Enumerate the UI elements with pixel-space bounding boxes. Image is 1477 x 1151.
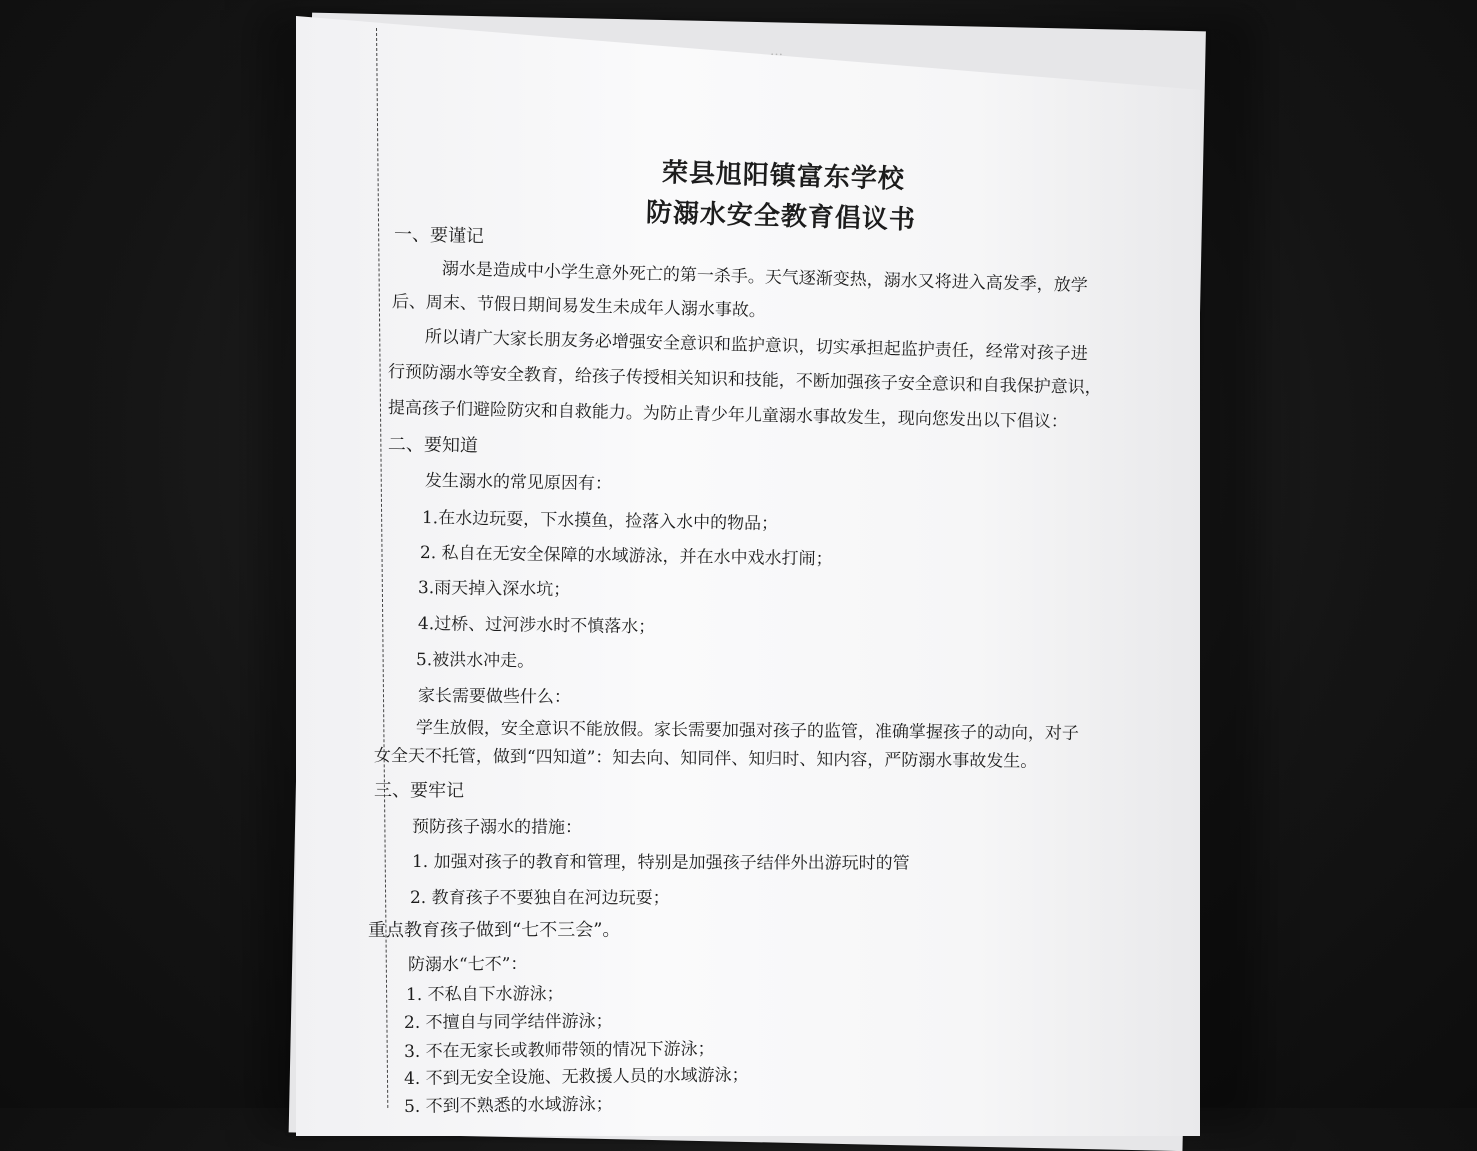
doc-title-line2: 防溺水安全教育倡议书 xyxy=(645,198,917,236)
parents-line: 女全天不托管，做到“四知道”：知去向、知同伴、知归时、知内容，严防溺水事故发生。 xyxy=(373,746,1038,772)
cause-item: 4.过桥、过河涉水时不慎落水； xyxy=(417,614,656,638)
cause-item: 3.雨天掉入深水坑； xyxy=(417,578,571,601)
measures-title: 预防孩子溺水的措施： xyxy=(411,817,583,838)
seven-title: 防溺水“七不”： xyxy=(407,954,528,975)
measure-item: 2. 教育孩子不要独自在河边玩耍； xyxy=(409,888,670,909)
causes-title: 发生溺水的常见原因有： xyxy=(424,471,613,495)
measure-item: 1. 加强对孩子的教育和管理，特别是加强孩子结伴外出游玩时的管 xyxy=(411,852,910,874)
parents-line: 学生放假，安全意识不能放假。家长需要加强对孩子的监管，准确掌握孩子的动向，对子 xyxy=(415,718,1080,744)
section3-heading: 三、要牢记 xyxy=(373,780,465,802)
seven-item: 5. 不到不熟悉的水域游泳； xyxy=(403,1094,613,1117)
section1-line: 行预防溺水等安全教育，给孩子传授相关知识和技能，不断加强孩子安全意识和自我保护意识， xyxy=(387,362,1102,399)
faded-header-mark: … xyxy=(769,43,786,60)
doc-title-line1: 荣县旭阳镇富东学校 xyxy=(661,158,906,195)
cause-item: 2. 私自在无安全保障的水域游泳，并在水中戏水打闹； xyxy=(419,543,833,570)
section1-line: 溺水是造成中小学生意外死亡的第一杀手。天气逐渐变热，溺水又将进入高发季，放学 xyxy=(441,259,1088,296)
parents-title: 家长需要做些什么： xyxy=(417,686,572,708)
cause-item: 1.在水边玩耍，下水摸鱼，捡落入水中的物品； xyxy=(421,508,779,535)
seven-item: 1. 不私自下水游泳； xyxy=(405,984,564,1005)
cause-item: 5.被洪水冲走。 xyxy=(415,650,535,672)
focus-line: 重点教育孩子做到“七不三会”。 xyxy=(367,919,621,941)
seven-item: 2. 不擅自与同学结伴游泳； xyxy=(403,1011,613,1033)
seven-item: 3. 不在无家长或教师带领的情况下游泳； xyxy=(403,1039,715,1062)
section1-line: 所以请广大家长朋友务必增强安全意识和监护意识，切实承担起监护责任，经常对孩子进 xyxy=(424,327,1088,365)
section1-line: 提高孩子们避险防灾和自救能力。为防止青少年儿童溺水事故发生，现向您发出以下倡议： xyxy=(387,398,1069,433)
section2-heading: 二、要知道 xyxy=(387,434,479,457)
seven-item: 4. 不到无安全设施、无救援人员的水域游泳； xyxy=(403,1065,749,1089)
section1-line: 后、周末、节假日期间易发生未成年人溺水事故。 xyxy=(391,292,767,322)
section1-heading: 一、要谨记 xyxy=(393,224,485,248)
